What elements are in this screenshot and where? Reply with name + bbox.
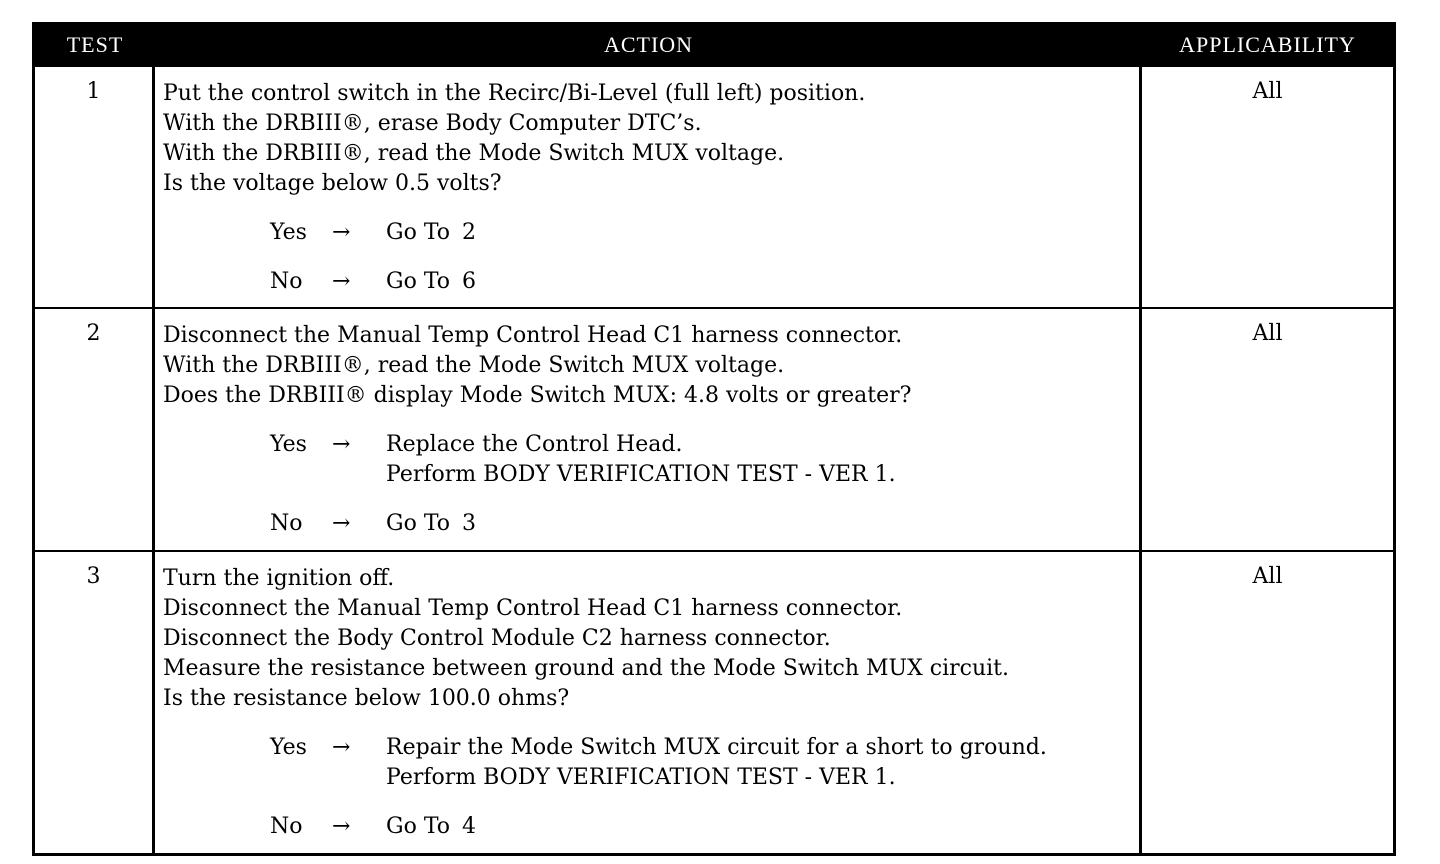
action-line: With the DRBIII®, read the Mode Switch MUX voltage. xyxy=(163,353,785,378)
action-line: Disconnect the Manual Temp Control Head C1 harness connector. xyxy=(163,323,903,348)
table-header xyxy=(35,25,1393,65)
goto-number: 6 xyxy=(462,269,477,294)
action-cell xyxy=(155,309,1142,550)
action-cell xyxy=(155,552,1142,853)
header-applicability: APPLICABILITY xyxy=(1179,32,1356,57)
yes-branch xyxy=(270,430,1139,490)
action-line: Measure the resistance between ground and the Mode Switch MUX circuit. xyxy=(163,656,1009,681)
header-test: TEST xyxy=(66,32,124,57)
action-line: Is the resistance below 100.0 ohms? xyxy=(163,686,570,711)
applicability-cell: All xyxy=(1252,321,1283,346)
action-line: Put the control switch in the Recirc/Bi-Level (full left) position. xyxy=(163,81,866,106)
action-line: With the DRBIII®, read the Mode Switch MUX voltage. xyxy=(163,141,785,166)
goto-number: 3 xyxy=(462,511,477,536)
no-label: No xyxy=(270,269,303,294)
action-line: Does the DRBIII® display Mode Switch MUX: 4.8 volts or greater? xyxy=(163,383,912,408)
applicability-cell: All xyxy=(1252,79,1283,104)
goto-text: Go To xyxy=(386,511,451,536)
no-branch xyxy=(270,812,1139,842)
no-label: No xyxy=(270,511,303,536)
action-line: Disconnect the Body Control Module C2 harness connector. xyxy=(163,626,831,651)
table-row xyxy=(35,550,1393,853)
right-arrow-icon: → xyxy=(332,735,351,760)
yes-action-line: Perform BODY VERIFICATION TEST - VER 1. xyxy=(386,765,896,790)
yes-branch xyxy=(270,218,1139,248)
action-cell xyxy=(155,67,1142,307)
no-branch xyxy=(270,509,1139,539)
diagnostic-table xyxy=(32,22,1396,856)
goto-number: 4 xyxy=(462,814,477,839)
test-number: 1 xyxy=(35,67,155,307)
right-arrow-icon: → xyxy=(332,432,351,457)
goto-text: Go To xyxy=(386,220,451,245)
test-number: 2 xyxy=(35,309,155,550)
yes-action-line: Replace the Control Head. xyxy=(386,432,683,457)
yes-action-line: Perform BODY VERIFICATION TEST - VER 1. xyxy=(386,462,896,487)
yes-branch xyxy=(270,733,1139,793)
table-row xyxy=(35,65,1393,307)
goto-number: 2 xyxy=(462,220,477,245)
no-branch xyxy=(270,267,1139,297)
table-row xyxy=(35,307,1393,550)
goto-text: Go To xyxy=(386,269,451,294)
test-number: 3 xyxy=(35,552,155,853)
right-arrow-icon: → xyxy=(332,220,351,245)
goto-text: Go To xyxy=(386,814,451,839)
applicability-cell: All xyxy=(1252,564,1283,589)
right-arrow-icon: → xyxy=(332,511,351,536)
yes-label: Yes xyxy=(270,432,307,457)
right-arrow-icon: → xyxy=(332,814,351,839)
yes-label: Yes xyxy=(270,735,307,760)
no-label: No xyxy=(270,814,303,839)
action-line: Turn the ignition off. xyxy=(163,566,395,591)
action-line: Is the voltage below 0.5 volts? xyxy=(163,171,502,196)
action-line: Disconnect the Manual Temp Control Head C1 harness connector. xyxy=(163,596,903,621)
action-line: With the DRBIII®, erase Body Computer DTC’s. xyxy=(163,111,702,136)
header-action: ACTION xyxy=(603,32,694,57)
right-arrow-icon: → xyxy=(332,269,351,294)
yes-action-line: Repair the Mode Switch MUX circuit for a short to ground. xyxy=(386,735,1047,760)
yes-label: Yes xyxy=(270,220,307,245)
